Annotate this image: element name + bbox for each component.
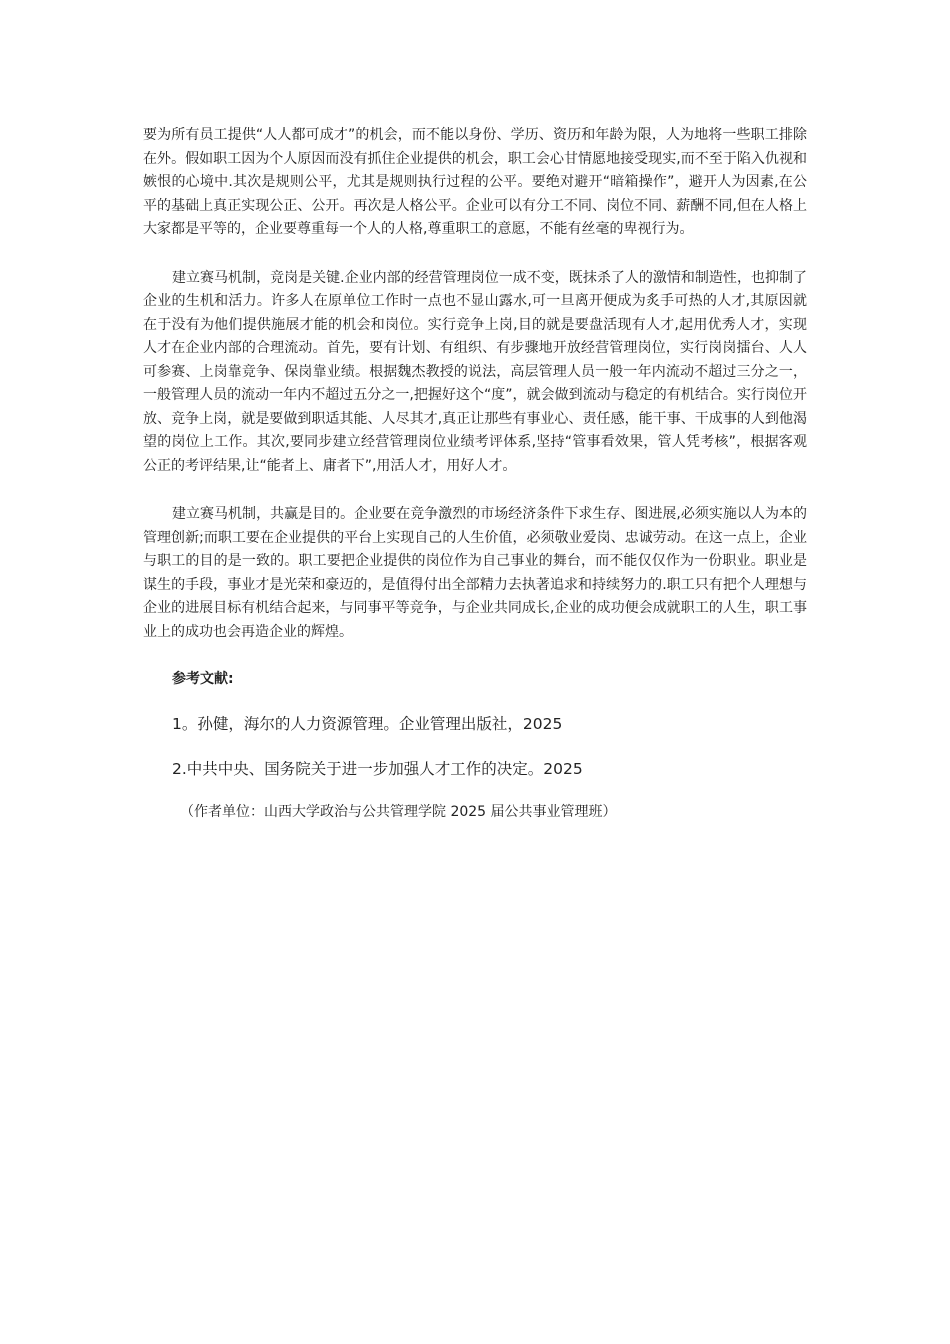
reference-item-2: 2.中共中央、国务院关于进一步加强人才工作的决定。2025: [172, 760, 583, 778]
references-title: 参考文献:: [172, 671, 234, 687]
author-unit: （作者单位：山西大学政治与公共管理学院 2025 届公共事业管理班）: [180, 804, 617, 820]
reference-item-1: 1。孙健，海尔的人力资源管理。企业管理出版社，2025: [172, 715, 563, 733]
paragraph-win-win: 建立赛马机制，共赢是目的。企业要在竞争激烈的市场经济条件下求生存、图进展,必须实施以人为本的管理创新;而职工要在企业提供的平台上实现自己的人生价值，必须敬业爱岗、忠诚劳动。在这一点上，企业与职工的目的是一致的。职工要把企业提供的岗位作为自己事业的舞台，而不能仅仅作为一份职业。职业是谋生的手段，事业才是光荣和豪迈的，是值得付出全部精力去执著追求和持续努力的.职工只有把个人理想与企业的进展目标有机结合起来，与同事平等竞争，与企业共同成长,企业的成功便会成就职工的人生，职工事业上的成功也会再造企业的辉煌。: [143, 506, 807, 640]
paragraph-fairness: 要为所有员工提供“人人都可成才”的机会，而不能以身份、学历、资历和年龄为限，人为地将一些职工排除在外。假如职工因为个人原因而没有抓住企业提供的机会，职工会心甘情愿地接受现实,而不至于陷入仇视和嫉恨的心境中.其次是规则公平，尤其是规则执行过程的公平。要绝对避开“暗箱操作”，避开人为因素,在公平的基础上真正实现公正、公开。再次是人格公平。企业可以有分工不同、岗位不同、薪酬不同,但在人格上大家都是平等的，企业要尊重每一个人的人格,尊重职工的意愿，不能有丝毫的卑视行为。: [143, 127, 807, 237]
paragraph-competition: 建立赛马机制，竞岗是关键.企业内部的经营管理岗位一成不变，既抹杀了人的激情和制造性，也抑制了企业的生机和活力。许多人在原单位工作时一点也不显山露水,可一旦离开便成为炙手可热的人才,其原因就在于没有为他们提供施展才能的机会和岗位。实行竞争上岗,目的就是要盘活现有人才,起用优秀人才，实现人才在企业内部的合理流动。首先，要有计划、有组织、有步骤地开放经营管理岗位，实行岗岗擂台、人人可参赛、上岗靠竞争、保岗靠业绩。根据魏杰教授的说法，高层管理人员一般一年内流动不超过三分之一，一般管理人员的流动一年内不超过五分之一,把握好这个“度”，就会做到流动与稳定的有机结合。实行岗位开放、竞争上岗，就是要做到职适其能、人尽其才,真正让那些有事业心、责任感，能干事、干成事的人到他渴望的岗位上工作。其次,要同步建立经营管理岗位业绩考评体系,坚持“管事看效果，管人凭考核”，根据客观公正的考评结果,让“能者上、庸者下”,用活人才，用好人才。: [143, 269, 807, 474]
document-page: [143, 124, 807, 823]
